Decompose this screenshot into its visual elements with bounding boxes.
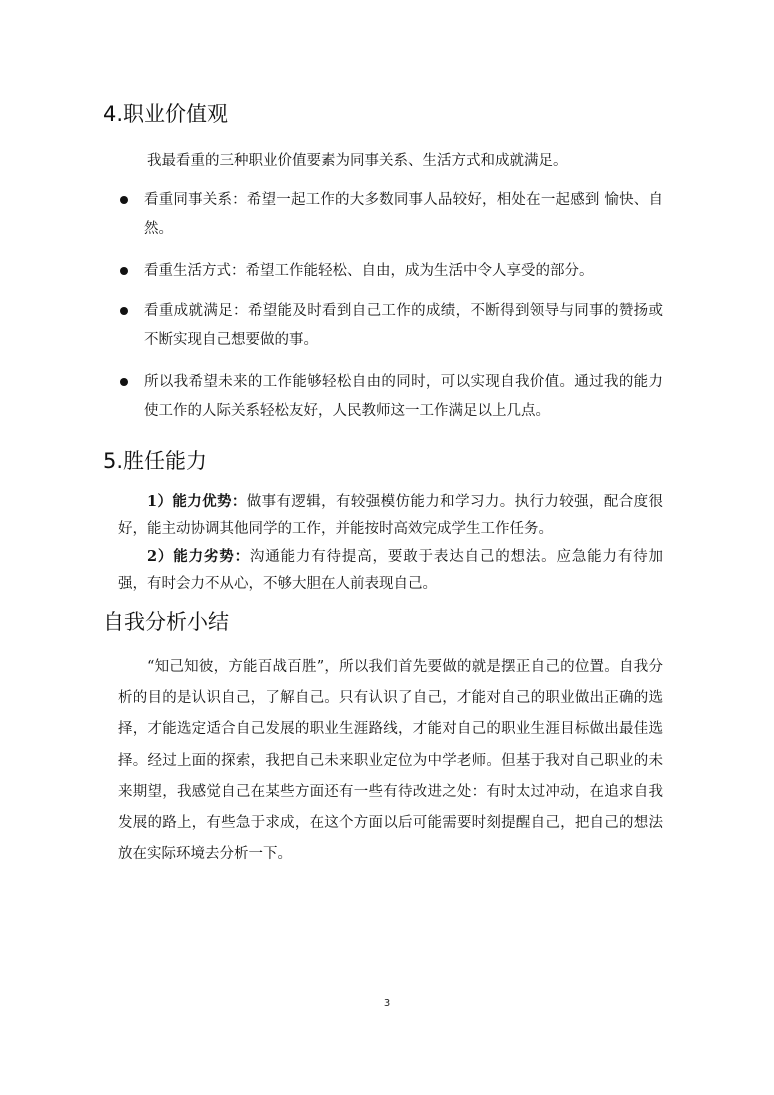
bullet-text: 所以我希望未来的工作能够轻松自由的同时，可以实现自我价值。通过我的能力使工作的人际关系轻松友好，人民教师这一工作满足以上几点。 bbox=[144, 374, 663, 419]
ability-weaknesses-text: 沟通能力有待提高，要敢于表达自己的想法。应急能力有待加强，有时会力不从心，不够大胆在人前表现自己。 bbox=[118, 549, 663, 592]
ability-weaknesses bbox=[118, 543, 663, 598]
section-heading-self-analysis-summary: 自我分析小结 bbox=[103, 610, 229, 634]
bullet-item-lifestyle bbox=[118, 257, 663, 286]
section-heading-competence: 5.胜任能力 bbox=[103, 449, 208, 473]
bullet-dot-icon bbox=[118, 297, 144, 326]
bullet-text: 看重生活方式：希望工作能轻松、自由，成为生活中令人享受的部分。 bbox=[144, 263, 594, 279]
bullet-dot-icon bbox=[118, 257, 144, 286]
ability-strengths-text: 做事有逻辑，有较强模仿能力和学习力。执行力较强，配合度很好，能主动协调其他同学的工作，并能按时高效完成学生工作任务。 bbox=[118, 494, 663, 537]
ability-weaknesses-label: 2）能力劣势： bbox=[147, 548, 250, 565]
section-heading-career-values: 4.职业价值观 bbox=[103, 102, 229, 126]
bullet-item-achievement bbox=[118, 297, 663, 355]
bullet-dot-icon bbox=[118, 186, 144, 215]
self-analysis-summary-paragraph: “知己知彼，方能百战百胜”，所以我们首先要做的就是摆正自己的位置。自我分析的目的是认识自己，了解自己。只有认识了自己，才能对自己的职业做出正确的选择，才能选定适合自己发展的职业生涯路线，才能对自己的职业生涯目标做出最佳选择。经过上面的探索，我把自己未来职业定位为中学老师。但基于我对自己职业的未来期望，我感觉自己在某些方面还有一些有待改进之处：有时太过冲动，在追求自我发展的路上，有些急于求成，在这个方面以后可能需要时刻提醒自己，把自己的想法放在实际环境去分析一下。 bbox=[118, 659, 663, 863]
page-number: 3 bbox=[383, 998, 391, 1009]
career-values-intro: 我最看重的三种职业价值要素为同事关系、生活方式和成就满足。 bbox=[147, 153, 568, 169]
bullet-item-colleague-relations bbox=[118, 186, 663, 244]
ability-strengths bbox=[118, 488, 663, 543]
bullet-text: 看重同事关系：希望一起工作的大多数同事人品较好，相处在一起感到 愉快、自然。 bbox=[144, 192, 663, 237]
bullet-text: 看重成就满足：希望能及时看到自己工作的成绩，不断得到领导与同事的赞扬或不断实现自己想要做的事。 bbox=[144, 303, 663, 348]
bullet-item-summary bbox=[118, 368, 663, 426]
ability-strengths-label: 1）能力优势： bbox=[147, 493, 247, 510]
bullet-dot-icon bbox=[118, 368, 144, 397]
